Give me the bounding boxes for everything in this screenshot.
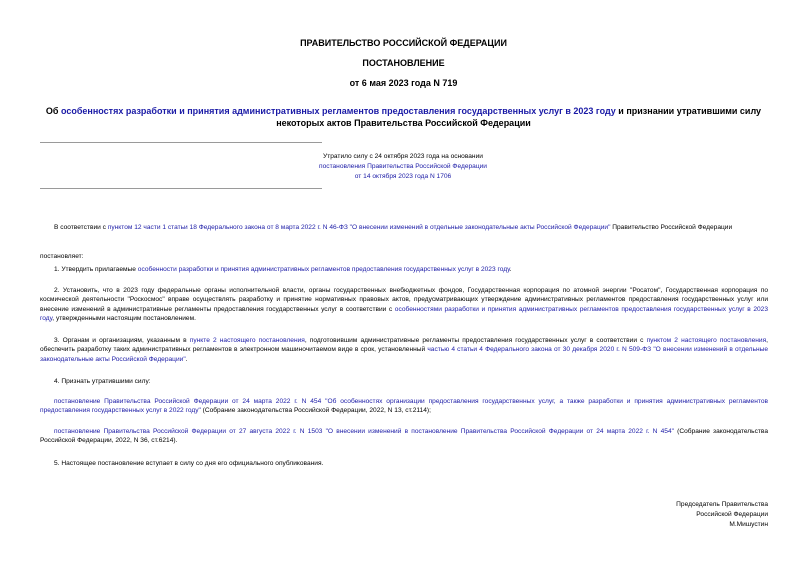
point-4: 4. Признать утратившими силу:	[54, 378, 151, 385]
note-top-divider	[40, 142, 322, 143]
decree-word: постановляет:	[40, 253, 84, 260]
government-header: ПРАВИТЕЛЬСТВО РОССИЙСКОЙ ФЕДЕРАЦИИ	[300, 38, 507, 48]
point-3-link-3[interactable]: частью 4 статьи 4 Федерального закона от 30 декабря 2020 г. N 509-ФЗ "О внесении изменений в отдельные законодательные акты Российской Федерации"	[40, 346, 768, 363]
signature-position: Председатель Правительства	[676, 501, 768, 508]
point-5: 5. Настоящее постановление вступает в силу со дня его официального опубликования.	[54, 460, 324, 467]
point-2-link[interactable]: особенностями разработки и принятия административных регламентов предоставления государственных услуг в 2023 году	[40, 305, 768, 322]
point-4-item-1-link[interactable]: постановление Правительства Российской Федерации от 24 марта 2022 г. N 454 "Об особенностях организации предоставления государственных услуг, а также разработки и принятия административных регламентов предоставления государственных услуг в 2022 году"	[40, 398, 768, 415]
note-bottom-divider	[40, 188, 322, 189]
title-line-1: Об особенностях разработки и принятия административных регламентов предоставления государственных услуг в 2023 году и признании утратившими силу	[45, 106, 762, 116]
repeal-note: Утратило силу с 24 октября 2023 года на основании постановления Правительства Российской Федерации от 14 октября 2023 года N 1706	[303, 152, 503, 182]
point-2: 2. Установить, что в 2023 году федеральные органы исполнительной власти, органы государственных внебюджетных фондов, Государственная корпорация по атомной энергии "Росатом", Государственная корпорация по космической деятельности "Роскосмос" вправе осуществлять разработку и принятие нормативных правовых актов, предусматривающих утверждение административных регламентов предоставления государственных услуг или внесение изменений в административные регламенты предоставления государственных услуг в соответствии с особенностями разработки и принятия административных регламентов предоставления государственных услуг в 2023 году, утвержденными настоящим постановлением.	[40, 287, 768, 322]
title-line-2: некоторых актов Правительства Российской Федерации	[276, 118, 531, 128]
point-1-link[interactable]: особенности разработки и принятия административных регламентов предоставления государственных услуг в 2023 году	[137, 266, 510, 273]
document-type: ПОСТАНОВЛЕНИЕ	[362, 58, 445, 68]
signature-block	[568, 500, 768, 530]
point-1: 1. Утвердить прилагаемые особенности разработки и принятия административных регламентов предоставления государственных услуг в 2023 году.	[54, 266, 512, 273]
point-3-link-2[interactable]: пунктом 2 настоящего постановления	[646, 337, 767, 344]
title-link[interactable]: особенностях разработки и принятия административных регламентов предоставления государственных услуг в 2023 году	[60, 106, 616, 116]
point-4-item-2: постановление Правительства Российской Федерации от 27 августа 2022 г. N 1503 "О внесении изменений в постановление Правительства Российской Федерации от 24 марта 2022 г. N 454" (Собрание законодательства Российской Федерации, 2022, N 36, ст.6214).	[40, 428, 768, 445]
document-title	[0, 105, 807, 129]
signature-name: М.Мишустин	[729, 521, 768, 528]
preamble: В соответствии с пунктом 12 части 1 статьи 18 Федерального закона от 8 марта 2022 г. N 46-ФЗ "О внесении изменений в отдельные законодательные акты Российской Федерации" Правительство Российской Федерации	[54, 224, 733, 231]
repeal-note-link[interactable]: постановления Правительства Российской Федерации	[319, 163, 487, 170]
preamble-link[interactable]: пунктом 12 части 1 статьи 18 Федерального закона от 8 марта 2022 г. N 46-ФЗ "О внесении изменений в отдельные законодательные акты Российской Федерации"	[107, 224, 611, 231]
signature-country: Российской Федерации	[696, 511, 768, 518]
point-3-link-1[interactable]: пункте 2 настоящего постановления	[189, 337, 305, 344]
document-date: от 6 мая 2023 года N 719	[349, 78, 458, 88]
point-3: 3. Органам и организациям, указанным в пункте 2 настоящего постановления, подготовившим административные регламенты предоставления государственных услуг в соответствии с пунктом 2 настоящего постановления, обеспечить разработку таких административных регламентов в электронном машиночитаемом виде в срок, установленный частью 4 статьи 4 Федерального закона от 30 декабря 2020 г. N 509-ФЗ "О внесении изменений в отдельные законодательные акты Российской Федерации".	[40, 337, 768, 363]
point-4-item-1: постановление Правительства Российской Федерации от 24 марта 2022 г. N 454 "Об особенностях организации предоставления государственных услуг, а также разработки и принятия административных регламентов предоставления государственных услуг в 2022 году" (Собрание законодательства Российской Федерации, 2022, N 13, ст.2114);	[40, 398, 768, 415]
point-4-item-2-link[interactable]: постановление Правительства Российской Федерации от 27 августа 2022 г. N 1503 "О внесении изменений в постановление Правительства Российской Федерации от 24 марта 2022 г. N 454"	[54, 428, 674, 435]
repeal-note-link-date[interactable]: от 14 октября 2023 года N 1706	[354, 173, 452, 180]
